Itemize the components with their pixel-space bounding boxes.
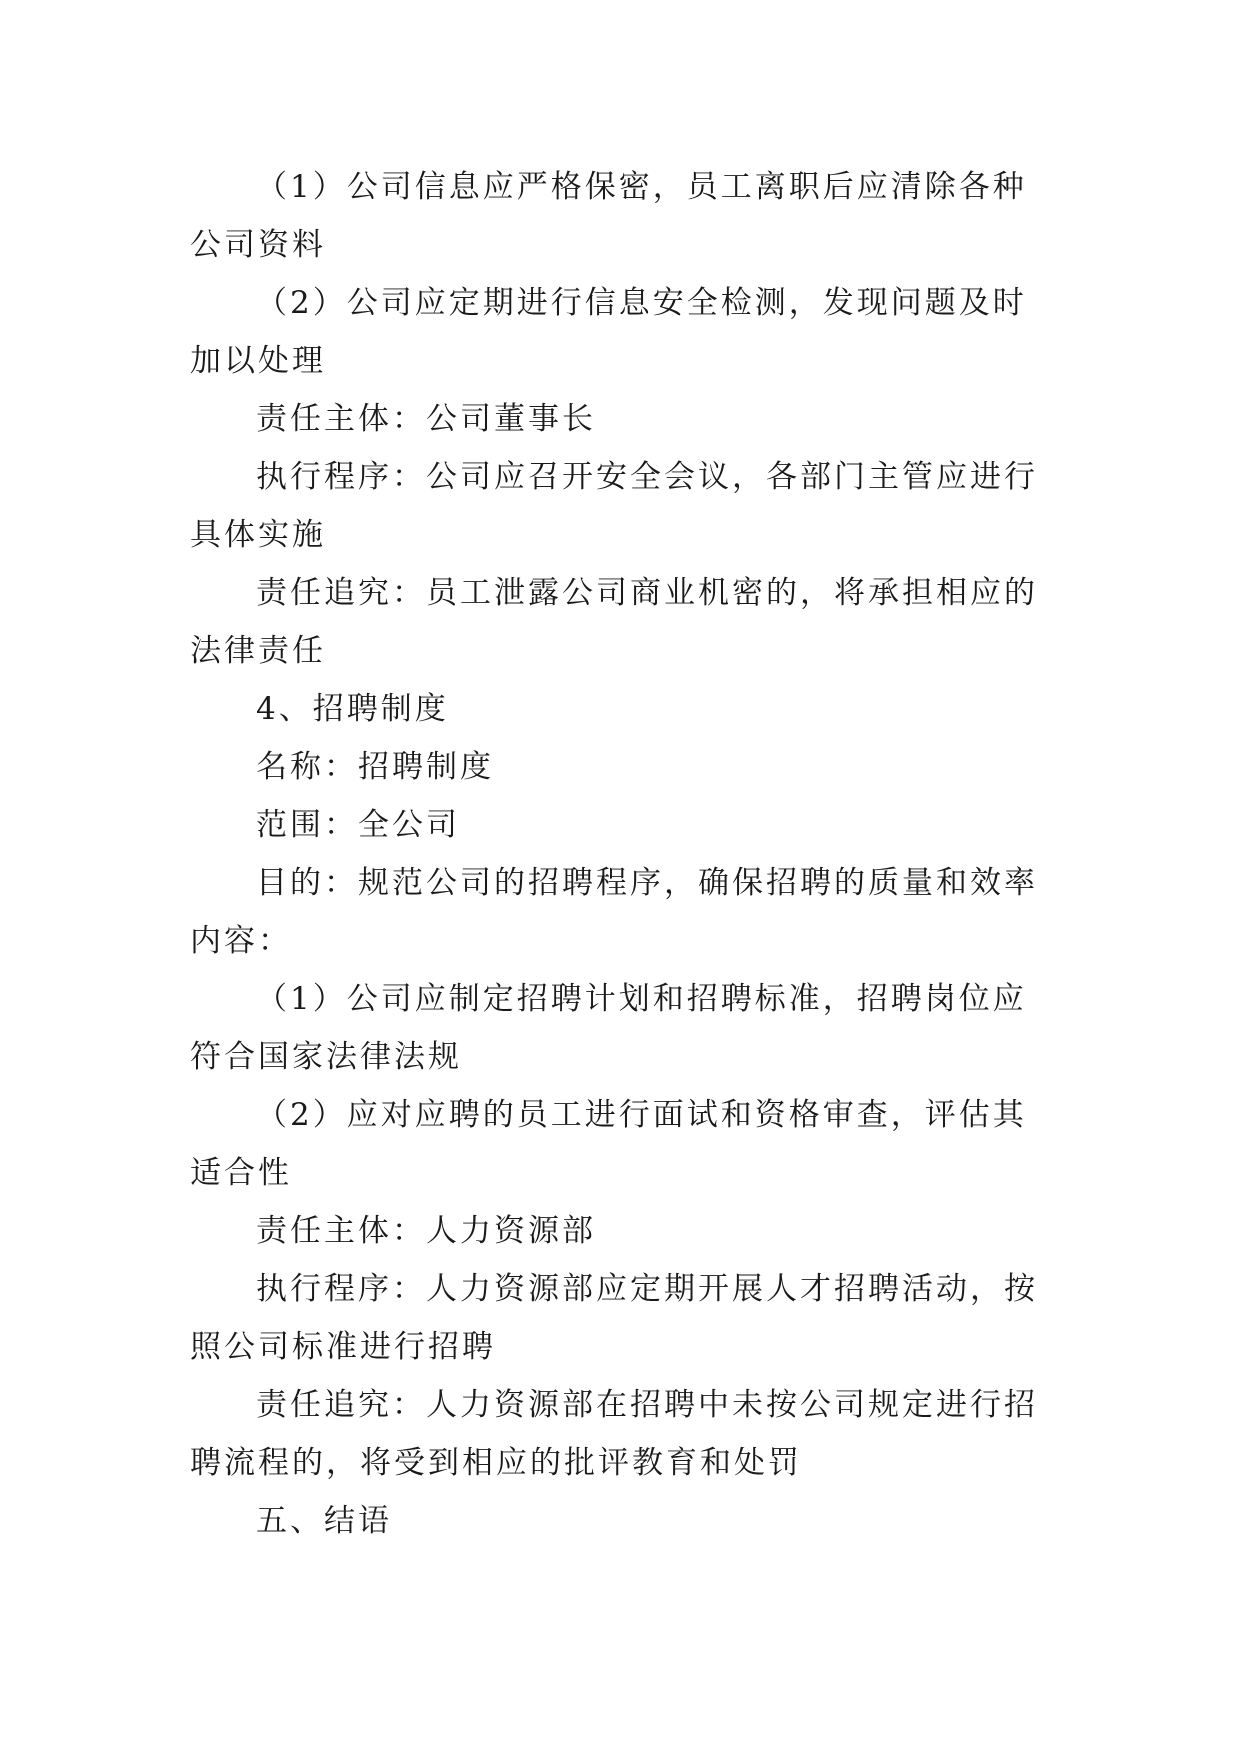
paragraph-execution-procedure-meeting: 执行程序：公司应召开安全会议，各部门主管应进行具体实施 xyxy=(190,459,1038,553)
paragraph-accountability-hr: 责任追究：人力资源部在招聘中未按公司规定进行招聘流程的，将受到相应的批评教育和处罚 xyxy=(190,1387,1038,1481)
paragraph-responsible-party-chairman: 责任主体：公司董事长 xyxy=(256,401,596,437)
paragraph-execution-procedure-hr: 执行程序：人力资源部应定期开展人才招聘活动，按照公司标准进行招聘 xyxy=(190,1271,1038,1365)
paragraph-accountability-leak: 责任追究：员工泄露公司商业机密的，将承担相应的法律责任 xyxy=(190,575,1038,669)
section-heading-conclusion: 五、结语 xyxy=(256,1503,392,1539)
paragraph-responsible-party-hr: 责任主体：人力资源部 xyxy=(256,1213,596,1249)
paragraph-purpose: 目的：规范公司的招聘程序，确保招聘的质量和效率内容： xyxy=(190,865,1038,959)
paragraph-info-confidentiality: （1）公司信息应严格保密，员工离职后应清除各种公司资料 xyxy=(190,169,1027,263)
paragraph-name: 名称：招聘制度 xyxy=(256,749,494,785)
paragraph-info-security-check: （2）公司应定期进行信息安全检测，发现问题及时加以处理 xyxy=(190,285,1027,379)
document-body xyxy=(190,158,1060,1550)
paragraph-interview-review: （2）应对应聘的员工进行面试和资格审查，评估其适合性 xyxy=(190,1097,1027,1191)
paragraph-scope: 范围：全公司 xyxy=(256,807,460,843)
paragraph-recruitment-plan: （1）公司应制定招聘计划和招聘标准，招聘岗位应符合国家法律法规 xyxy=(190,981,1027,1075)
section-heading-recruitment: 4、招聘制度 xyxy=(256,691,449,727)
